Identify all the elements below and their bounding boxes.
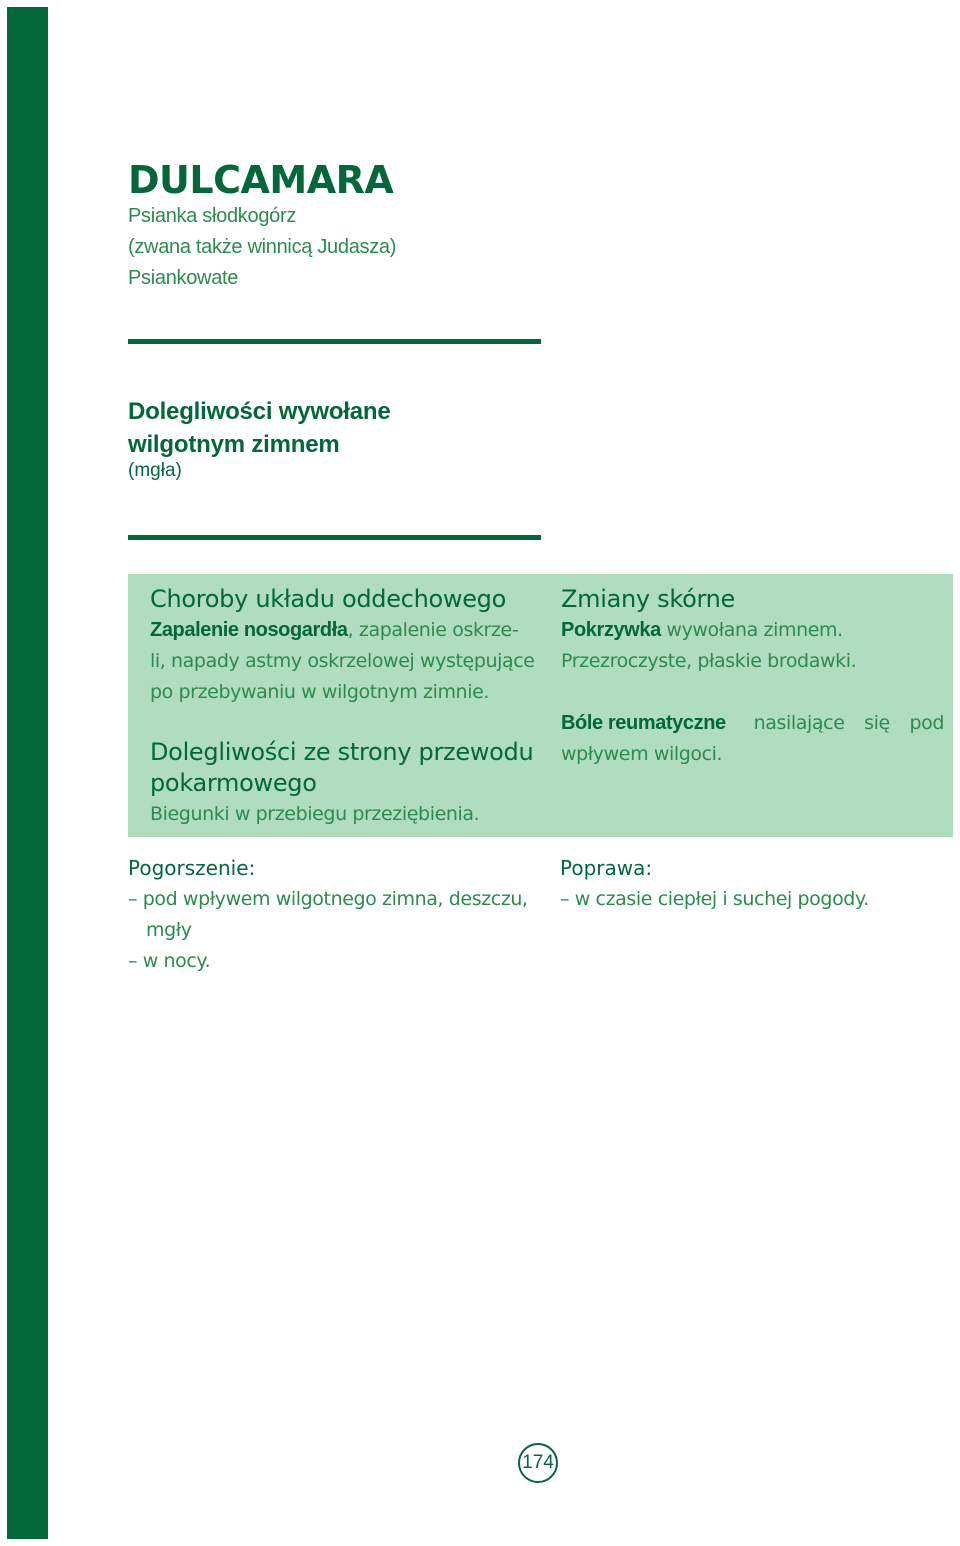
digestive-section xyxy=(150,737,535,830)
skin-line1 xyxy=(561,615,944,646)
respiratory-text xyxy=(150,615,535,708)
rheumatic-lead: Bóle reumatyczne xyxy=(561,712,726,734)
improvement-item: – w czasie ciepłej i suchej pogody. xyxy=(560,888,869,910)
worsening-item: – pod wpływem wilgotnego zimna, deszczu, mgły xyxy=(128,888,528,941)
skin-lead: Pokrzywka xyxy=(561,619,661,641)
digestive-title-line1: Dolegliwości ze strony przewodu xyxy=(150,738,534,766)
subtitle-family: Psiankowate xyxy=(128,267,239,289)
divider-bottom xyxy=(128,535,541,540)
skin-section xyxy=(561,584,944,677)
skin-line2: Przezroczyste, płaskie brodawki. xyxy=(561,650,857,672)
respiratory-text-line1: , zapalenie oskrze- xyxy=(347,619,519,641)
respiratory-section xyxy=(150,584,535,708)
respiratory-line2: li, napady astmy oskrzelowej występujące xyxy=(150,650,535,672)
respiratory-lead: Zapalenie nosogardła xyxy=(150,619,348,641)
improvement-label: Poprawa: xyxy=(560,856,653,880)
digestive-text: Biegunki w przebiegu przeziębienia. xyxy=(150,803,480,825)
worsening-section xyxy=(128,853,548,977)
side-color-bar xyxy=(7,7,48,1539)
skin-title: Zmiany skórne xyxy=(561,585,735,613)
rheumatic-section xyxy=(561,708,944,770)
skin-text-line1: wywołana zimnem. xyxy=(660,619,843,641)
page-number: 174 xyxy=(522,1452,554,1473)
respiratory-line1 xyxy=(150,615,535,646)
digestive-title-line2: pokarmowego xyxy=(150,769,317,797)
condition-heading-line1: Dolegliwości wywołane xyxy=(128,398,391,425)
rheumatic-line2: wpływem wilgoci. xyxy=(561,743,723,765)
worsening-label: Pogorszenie: xyxy=(128,856,256,880)
rheumatic-line1 xyxy=(561,708,944,739)
page-number-badge xyxy=(518,1443,558,1483)
condition-heading xyxy=(128,395,391,461)
worsening-item: – w nocy. xyxy=(128,950,211,972)
respiratory-line3: po przebywaniu w wilgotnym zimnie. xyxy=(150,681,490,703)
condition-heading-line2: wilgotnym zimnem xyxy=(128,431,340,458)
rheumatic-text-line1: nasilające się pod xyxy=(734,712,944,734)
condition-note: (mgła) xyxy=(128,460,182,481)
improvement-section xyxy=(560,853,940,915)
symptoms-panel xyxy=(128,574,953,837)
subtitle-alias: (zwana także winnicą Judasza) xyxy=(128,236,397,258)
respiratory-title: Choroby układu oddechowego xyxy=(150,585,506,613)
subtitle-common-name: Psianka słodkogórz xyxy=(128,205,297,227)
skin-text xyxy=(561,615,944,677)
divider-top xyxy=(128,339,541,344)
remedy-title: DULCAMARA xyxy=(128,158,394,202)
